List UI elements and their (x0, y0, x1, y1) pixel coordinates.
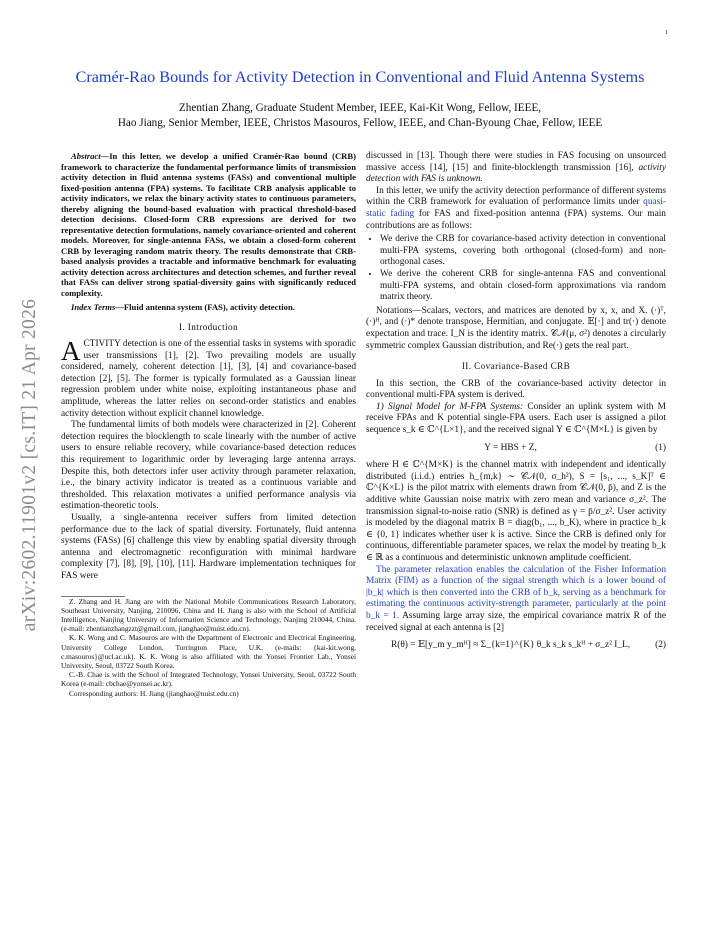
equation-1 (366, 443, 666, 455)
arxiv-stamp: arXiv:2602.11901v2 [cs.IT] 21 Apr 2026 (19, 298, 40, 632)
abstract: Abstract—In this letter, we develop a unified Cramér-Rao bound (CRB) framework to characterize the fundamental performance limits of transmission activity detection in fluid antenna systems (FASs) and conventional multiple fixed-position antenna (FPA) systems. To facilitate CRB analysis applicable to activity indicators, we relax the binary activity states to continuous parameters, thereby aligning the bound-based evaluation with practical threshold-based detection decisions. Closed-form CRB expressions are derived for two representative detection formulations, namely covariance-oriented and coherent models. Moreover, for single-antenna FASs, we obtain a closed-form coherent CRB by leveraging random matrix theory. The results demonstrate that CRB-based analysis provides a tractable and informative benchmark for evaluating activity detection across architectures and detection schemes, and further reveal that FASs can deliver strong spatial-diversity gains with significantly reduced complexity. (61, 151, 356, 298)
section-heading-introduction: I. Introduction (178, 321, 239, 332)
footnote-3: C.-B. Chae is with the School of Integrated Technology, Yonsei University, Seoul, 03722 South Korea (e-mail: cbchae@yonsei.ac.kr). (61, 670, 356, 689)
page-number: 1 (665, 30, 668, 36)
section2-intro: In this section, the CRB of the covariance-based activity detector in conventional multi-FPA system is derived. (366, 378, 666, 401)
footnote-2: K. K. Wong and C. Masouros are with the Department of Electronic and Electrical Engineering, University College London, Torrington Place, U.K. (e-mails: {kai-kit.wong, c.masouros}@ucl.ac.uk). K. K. Wong is also affiliated with the Yonsei Frontier Lab., Yonsei University, Seoul, 03722 South Korea. (61, 633, 356, 670)
equation-2 (366, 640, 666, 652)
index-terms: Index Terms—Fluid antenna system (FAS), activity detection. (71, 302, 295, 312)
right-paragraph-1: discussed in [13]. Though there were studies in FAS focusing on unsourced massive access [14], [15] and finite-blocklength transmission [16], activity detection with FAS is unknown. (366, 151, 666, 185)
author-list (56, 101, 664, 131)
list-item: • We derive the coherent CRB for single-antenna FAS and conventional multi-FPA systems, and obtain closed-form approximations via random matrix theory. (380, 269, 666, 304)
right-column (366, 151, 666, 658)
left-column (61, 151, 356, 698)
section-heading-covariance: II. Covariance-Based CRB (461, 361, 571, 372)
footnote-4: Corresponding authors: H. Jiang (jianghao@nuist.edu.cn) (69, 688, 239, 698)
authors-line-2: Hao Jiang, Senior Member, IEEE, Christos Masouros, Fellow, IEEE, and Chan-Byoung Chae, Fellow, IEEE (117, 117, 603, 129)
link-quasi-static-fading[interactable]: quasi-static fading (366, 197, 666, 219)
drop-cap: A (61, 336, 81, 367)
contributions-paragraph: In this letter, we unify the activity detection performance of different systems within the CRB framework for evaluation of performance limits under quasi-static fading for FAS and fixed-position antenna (FPA) systems. Our main contributions are as follows: (366, 185, 666, 231)
equation-number: (2) (655, 640, 666, 651)
equation-body: Y = HBS + Z, (484, 442, 537, 453)
intro-paragraph-1: ACTIVITY detection is one of the essential tasks in systems with sporadic user transmissions [1], [2]. Two prevailing models are usually considered, namely, coherent detection [1], [3], [4] and covariance-based detection [2], [5]. The former is typically formulated as a Gaussian linear regression problem under white noise, exploiting instantaneous phase and amplitude, whereas the latter relies on second-order statistics and enables activity detection without explicit channel knowledge. (61, 336, 356, 419)
model-description: where H ∈ ℂ^{M×K} is the channel matrix with independent and identically distributed (i.i.d.) entries h_{m,k} ∼ 𝒞𝒩(0, σ_h²), S = [s₁, ..., s_K]ᵀ ∈ ℂ^{K×L} is the pilot matrix with elements drawn from 𝒞𝒩(0, p̄), and Z is the additive white Gaussian noise matrix with zero mean and variance σ_z². The transmission signal-to-noise ratio (SNR) is defined as γ = p̄/σ_z². User activity is modeled by the diagonal matrix B = diag(b₁, ..., b_K), where in practice b_k ∈ {0, 1} indicates whether user k is active. Since the CRB is defined only for continuous, differentiable parameter spaces, we relax the model by treating b_k ∈ ℝ as a continuous and deterministic unknown amplitude coefficient. (366, 460, 666, 563)
contribution-list (366, 234, 666, 304)
subsection-label: 1) Signal Model for M-FPA Systems: (376, 401, 524, 412)
footnote-1: Z. Zhang and H. Jiang are with the National Mobile Communications Research Laboratory, Southeast University, Nanjing, 210096, China and H. Jiang is also with the School of Artificial Intelligence, Nanjing University of Information Science and Technology, Nanjing 210044, China. (e-mail: zhentianzhangzzt@gmail.com, jianghao@nuist.edu.cn). (61, 596, 356, 634)
relaxation-paragraph: The parameter relaxation enables the calculation of the Fisher Information Matrix (FIM) as a function of the signal strength which is a lower bound of |b_k| which is then converted into the CRB of b_k, serving as a benchmark for estimating the continuous activity-strength parameter, particularly at the point b_k = 1. Assuming large array size, the empirical covariance matrix R of the received signal at each antenna is [2] (366, 564, 666, 633)
list-item: • We derive the CRB for covariance-based activity detection in conventional multi-FPA systems, covering both orthogonal (closed-form) and non-orthogonal cases. (380, 234, 666, 269)
highlighted-text: The parameter relaxation enables the calculation of the Fisher Information Matrix (FIM) as a function of the signal strength which is a lower bound of |b_k| which is then converted into the CRB of b_k, serving as a benchmark for estimating the continuous activity-strength parameter, particularly at the point b_k = 1. (366, 564, 666, 621)
authors-line-1: Zhentian Zhang, Graduate Student Member, IEEE, Kai-Kit Wong, Fellow, IEEE, (178, 102, 542, 114)
intro-paragraph-2: The fundamental limits of both models were characterized in [2]. Coherent detection requires the blocklength to scale linearly with the number of active users to ensure reliable recovery, while covariance-based detection reduces this requirement to logarithmic order by leveraging large antenna arrays. Despite this, both detectors infer user activity through parameter relaxation, i.e., the binary activity indicator is treated as a continuous variable and thresholded. This relaxation motivates a unified performance analysis via estimation-theoretic tools. (61, 420, 356, 512)
paper-title: Cramér-Rao Bounds for Activity Detection in Conventional and Fluid Antenna Systems (75, 68, 645, 86)
intro-paragraph-3: Usually, a single-antenna receiver suffers from limited detection performance due to the lack of spatial diversity. Fortunately, fluid antenna systems (FASs) [6] challenge this view by enabling spatial diversity through antenna and electromagnetic reconfiguration with minimal hardware complexity [7], [8], [9], [10], [11]. Hardware implementation techniques for FAS were (61, 513, 356, 581)
equation-body: R(θ) = 𝔼[y_m y_mᴴ] ≈ Σ_{k=1}^{K} θ_k s_k s_kᴴ + σ_z² I_L, (390, 640, 631, 651)
signal-model-paragraph: 1) Signal Model for M-FPA Systems: Consider an uplink system with M receive FPAs and K potential single-FPA users. Each user is assigned a pilot sequence s_k ∈ ℂ^{L×1}, and the received signal Y ∈ ℂ^{M×L} is given by (366, 401, 666, 436)
equation-number: (1) (655, 442, 666, 453)
author-affiliations (61, 597, 356, 698)
notations-paragraph: Notations—Scalars, vectors, and matrices are denoted by x, x, and X. (·)ᵀ, (·)ᴴ, and (·)* denote transpose, Hermitian, and conjugate. 𝔼[·] and tr(·) denote expectation and trace. I_N is the identity matrix. 𝒞𝒩(μ, σ²) denotes a circularly symmetric complex Gaussian distribution, and Re(·) gets the real part. (366, 305, 666, 351)
